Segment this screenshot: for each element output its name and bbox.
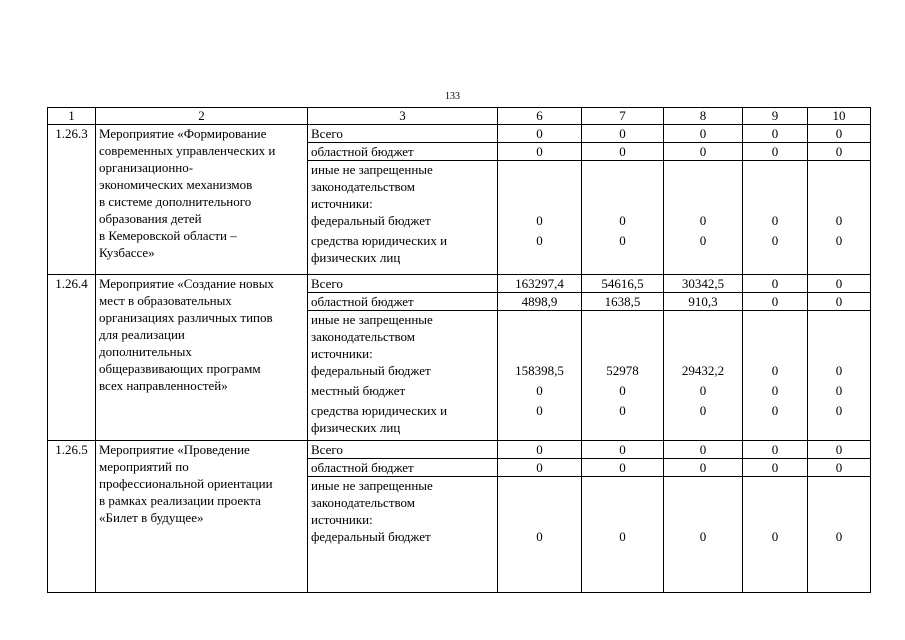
other-sources-label: иные не запрещенные xyxy=(311,478,433,493)
item-code: 1.26.5 xyxy=(48,441,96,593)
item-code: 1.26.4 xyxy=(48,275,96,441)
other-sources-label: законодательством xyxy=(311,179,416,194)
subrow-values-cell xyxy=(582,311,664,441)
empty-line xyxy=(498,345,581,362)
regional-value: 0 xyxy=(664,459,743,477)
table-row xyxy=(48,125,871,143)
empty-line xyxy=(582,178,663,195)
empty-line xyxy=(743,311,807,328)
empty-line xyxy=(808,419,870,436)
empty-line xyxy=(498,195,581,212)
total-value: 30342,5 xyxy=(664,275,743,293)
subrow-value: 0 xyxy=(699,529,707,544)
subrow-value: 0 xyxy=(835,213,843,228)
empty-line xyxy=(582,161,663,178)
subrow-value: 0 xyxy=(771,529,779,544)
empty-line xyxy=(582,249,663,266)
empty-line xyxy=(808,195,870,212)
subrow-value: 0 xyxy=(536,403,543,418)
header-cell: 10 xyxy=(808,108,871,125)
empty-line xyxy=(664,328,742,345)
empty-line xyxy=(808,511,870,528)
budget-table xyxy=(47,107,871,593)
subrow-value: 0 xyxy=(771,233,779,248)
total-value: 0 xyxy=(808,125,871,143)
subrow-value: 0 xyxy=(536,383,543,398)
subrow-value: 0 xyxy=(619,383,626,398)
page-number: 133 xyxy=(445,91,460,102)
empty-line xyxy=(664,161,742,178)
regional-value: 0 xyxy=(582,459,664,477)
header-row xyxy=(48,108,871,125)
description-line: в рамках реализации проекта xyxy=(99,493,261,508)
other-sources-label: законодательством xyxy=(311,329,416,344)
empty-line xyxy=(498,178,581,195)
other-sources-label: иные не запрещенные xyxy=(311,312,433,327)
subrow-value: 0 xyxy=(699,403,707,418)
subrow-value: 0 xyxy=(699,233,707,248)
description-line: «Билет в будущее» xyxy=(99,510,204,525)
subrow-value: 29432,2 xyxy=(681,363,725,378)
empty-line xyxy=(808,178,870,195)
empty-line xyxy=(808,311,870,328)
header-cell: 2 xyxy=(96,108,308,125)
subrow-value: 52978 xyxy=(606,363,639,378)
empty-line xyxy=(808,345,870,362)
empty-line xyxy=(743,178,807,195)
subrow-value: 0 xyxy=(835,363,843,378)
empty-line xyxy=(664,477,742,494)
empty-line xyxy=(808,161,870,178)
subrow-value: 0 xyxy=(536,213,543,228)
subrow-value: 0 xyxy=(771,363,779,378)
total-value: 0 xyxy=(743,125,808,143)
regional-value: 0 xyxy=(664,143,743,161)
regional-value: 4898,9 xyxy=(498,293,582,311)
empty-line xyxy=(582,328,663,345)
empty-line xyxy=(743,195,807,212)
empty-line xyxy=(498,477,581,494)
subrow-values-cell xyxy=(582,477,664,593)
empty-line xyxy=(743,328,807,345)
description-line: в системе дополнительного xyxy=(99,194,252,209)
regional-value: 0 xyxy=(808,459,871,477)
empty-line xyxy=(582,195,663,212)
regional-label: областной бюджет xyxy=(308,143,498,161)
empty-line xyxy=(498,161,581,178)
total-value: 54616,5 xyxy=(582,275,664,293)
description-line: в Кемеровской области – xyxy=(99,228,237,243)
table-row xyxy=(48,275,871,293)
description-line: образования детей xyxy=(99,211,202,226)
total-value: 0 xyxy=(808,275,871,293)
total-value: 0 xyxy=(664,125,743,143)
regional-value: 0 xyxy=(743,459,808,477)
empty-line xyxy=(582,345,663,362)
subrow-label: федеральный бюджет xyxy=(311,213,431,228)
total-value: 0 xyxy=(498,125,582,143)
regional-label: областной бюджет xyxy=(308,459,498,477)
empty-line xyxy=(664,494,742,511)
total-label: Всего xyxy=(308,125,498,143)
regional-value: 0 xyxy=(808,293,871,311)
subrow-values-cell xyxy=(582,161,664,275)
empty-line xyxy=(498,328,581,345)
subrow-values-cell xyxy=(664,161,743,275)
header-cell: 7 xyxy=(582,108,664,125)
other-sources-cell xyxy=(308,161,498,275)
description-line: Мероприятие «Формирование xyxy=(99,126,267,141)
empty-line xyxy=(743,249,807,266)
header-cell: 3 xyxy=(308,108,498,125)
subrow-values-cell xyxy=(498,311,582,441)
empty-line xyxy=(743,345,807,362)
subrow-value: 0 xyxy=(835,233,843,248)
subrow-value: 158398,5 xyxy=(515,363,564,378)
subrow-values-cell xyxy=(664,311,743,441)
empty-line xyxy=(498,511,581,528)
total-value: 0 xyxy=(743,441,808,459)
description-line: Мероприятие «Проведение xyxy=(99,442,250,457)
total-value: 0 xyxy=(664,441,743,459)
subrow-values-cell xyxy=(664,477,743,593)
empty-line xyxy=(664,419,742,436)
total-value: 0 xyxy=(498,441,582,459)
empty-line xyxy=(743,161,807,178)
regional-value: 0 xyxy=(743,143,808,161)
subrow-value: 0 xyxy=(699,383,707,398)
subrow-values-cell xyxy=(498,477,582,593)
total-label: Всего xyxy=(308,441,498,459)
subrow-values-cell xyxy=(808,311,871,441)
empty-line xyxy=(498,311,581,328)
subrow-values-cell xyxy=(808,161,871,275)
other-sources-label: законодательством xyxy=(311,495,416,510)
empty-line xyxy=(743,511,807,528)
description-line: современных управленческих и xyxy=(99,143,276,158)
regional-value: 0 xyxy=(808,143,871,161)
subrow-label: средства юридических и xyxy=(311,233,448,248)
subrow-value: 0 xyxy=(699,213,707,228)
other-sources-label: источники: xyxy=(311,196,373,211)
regional-value: 1638,5 xyxy=(582,293,664,311)
subrow-value: 0 xyxy=(619,233,626,248)
other-sources-label: иные не запрещенные xyxy=(311,162,433,177)
subrow-value: 0 xyxy=(619,403,626,418)
empty-line xyxy=(498,494,581,511)
total-value: 0 xyxy=(582,125,664,143)
subrow-label: средства юридических и xyxy=(311,403,448,418)
regional-value: 910,3 xyxy=(664,293,743,311)
empty-line xyxy=(664,195,742,212)
description-line: мероприятий по xyxy=(99,459,189,474)
empty-line xyxy=(582,477,663,494)
regional-value: 0 xyxy=(498,459,582,477)
description-line: всех направленностей» xyxy=(99,378,228,393)
subrow-label: федеральный бюджет xyxy=(311,529,431,544)
other-sources-cell xyxy=(308,311,498,441)
header-cell: 9 xyxy=(743,108,808,125)
subrow-values-cell xyxy=(743,161,808,275)
subrow-values-cell xyxy=(743,477,808,593)
regional-label: областной бюджет xyxy=(308,293,498,311)
subrow-values-cell xyxy=(808,477,871,593)
empty-line xyxy=(808,328,870,345)
empty-line xyxy=(664,249,742,266)
empty-line xyxy=(498,419,581,436)
regional-value: 0 xyxy=(743,293,808,311)
empty-line xyxy=(664,178,742,195)
subrow-value: 0 xyxy=(771,213,779,228)
subrow-value: 0 xyxy=(835,403,843,418)
description-line: Мероприятие «Создание новых xyxy=(99,276,274,291)
item-description xyxy=(96,275,308,441)
total-value: 0 xyxy=(808,441,871,459)
empty-line xyxy=(664,511,742,528)
subrow-label: физических лиц xyxy=(311,250,401,265)
subrow-label: местный бюджет xyxy=(311,383,406,398)
empty-line xyxy=(582,419,663,436)
description-line: для реализации xyxy=(99,327,185,342)
regional-value: 0 xyxy=(498,143,582,161)
item-description xyxy=(96,441,308,593)
empty-line xyxy=(743,419,807,436)
description-line: мест в образовательных xyxy=(99,293,232,308)
total-value: 163297,4 xyxy=(498,275,582,293)
header-cell: 6 xyxy=(498,108,582,125)
empty-line xyxy=(808,494,870,511)
other-sources-label: источники: xyxy=(311,346,373,361)
header-cell: 1 xyxy=(48,108,96,125)
subrow-value: 0 xyxy=(536,529,543,544)
subrow-values-cell xyxy=(498,161,582,275)
header-cell: 8 xyxy=(664,108,743,125)
table-row xyxy=(48,441,871,459)
description-line: организациях различных типов xyxy=(99,310,273,325)
description-line: Кузбассе» xyxy=(99,245,155,260)
description-line: общеразвивающих программ xyxy=(99,361,261,376)
total-value: 0 xyxy=(582,441,664,459)
item-description xyxy=(96,125,308,275)
subrow-value: 0 xyxy=(771,383,779,398)
item-code: 1.26.3 xyxy=(48,125,96,275)
description-line: экономических механизмов xyxy=(99,177,253,192)
other-sources-label: источники: xyxy=(311,512,373,527)
empty-line xyxy=(582,511,663,528)
subrow-label: федеральный бюджет xyxy=(311,363,431,378)
total-label: Всего xyxy=(308,275,498,293)
subrow-value: 0 xyxy=(619,529,626,544)
regional-value: 0 xyxy=(582,143,664,161)
empty-line xyxy=(498,249,581,266)
description-line: профессиональной ориентации xyxy=(99,476,273,491)
empty-line xyxy=(664,345,742,362)
subrow-value: 0 xyxy=(619,213,626,228)
subrow-value: 0 xyxy=(771,403,779,418)
empty-line xyxy=(808,477,870,494)
other-sources-cell xyxy=(308,477,498,593)
subrow-value: 0 xyxy=(835,529,843,544)
subrow-label: физических лиц xyxy=(311,420,401,435)
subrow-value: 0 xyxy=(536,233,543,248)
empty-line xyxy=(743,494,807,511)
subrow-value: 0 xyxy=(835,383,843,398)
empty-line xyxy=(664,311,742,328)
description-line: дополнительных xyxy=(99,344,192,359)
empty-line xyxy=(582,494,663,511)
total-value: 0 xyxy=(743,275,808,293)
description-line: организационно- xyxy=(99,160,194,175)
empty-line xyxy=(743,477,807,494)
empty-line xyxy=(808,249,870,266)
subrow-values-cell xyxy=(743,311,808,441)
empty-line xyxy=(582,311,663,328)
